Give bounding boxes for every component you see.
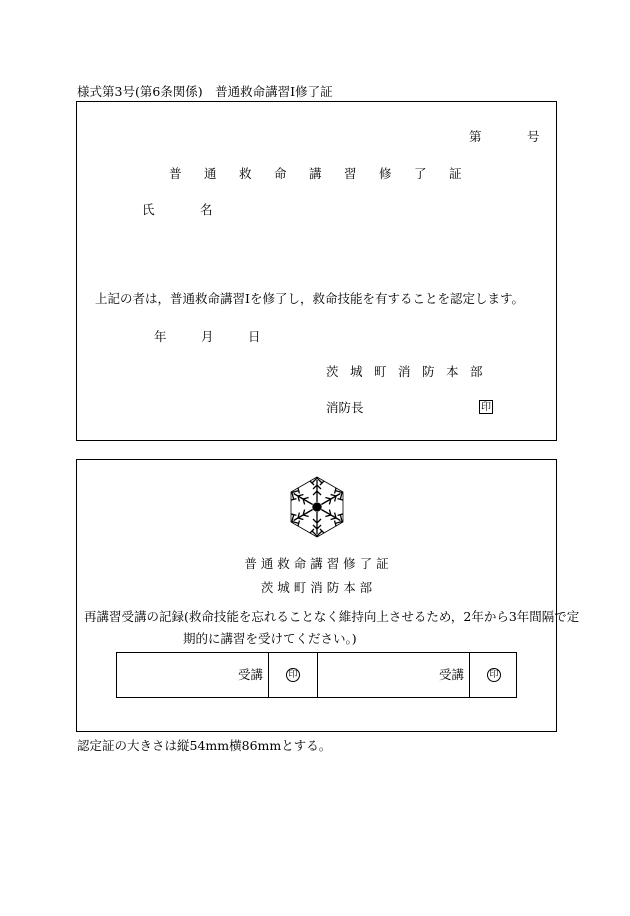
name-char: 氏 — [142, 202, 155, 217]
chief-label: 消防長 — [326, 400, 364, 415]
title-char: 命 — [274, 166, 287, 181]
seal-box-icon: 印 — [481, 402, 491, 413]
title-char: 普 — [169, 166, 182, 181]
issuer-char: 消 — [398, 364, 411, 379]
seal-cell — [268, 653, 317, 697]
issuer-char: 本 — [446, 364, 459, 379]
issuer-char: 部 — [470, 364, 483, 379]
name-char: 名 — [200, 202, 213, 217]
record-cell — [117, 653, 317, 697]
certificate-panel — [76, 101, 557, 441]
certificate-issuer — [326, 366, 486, 380]
certificate-number-dai: 第 — [469, 129, 482, 144]
date-char: 月 — [201, 329, 214, 344]
record-table — [116, 652, 517, 698]
town-emblem-icon — [286, 476, 348, 538]
record-label: 受講 — [238, 667, 264, 682]
title-char: 習 — [344, 166, 357, 181]
record-label: 受講 — [439, 667, 465, 682]
title-char: 講 — [309, 166, 322, 181]
title-char: 通 — [204, 166, 217, 181]
title-char: 証 — [449, 166, 462, 181]
card-issuer: 茨 城 町 消 防 本 部 — [260, 580, 373, 595]
date-char: 年 — [154, 329, 167, 344]
title-char: 救 — [239, 166, 252, 181]
issuer-char: 城 — [350, 364, 363, 379]
record-cell — [317, 653, 517, 697]
seal-cell — [469, 653, 518, 697]
card-title: 普 通 救 命 講 習 修 了 証 — [244, 556, 389, 571]
title-char: 了 — [414, 166, 427, 181]
certificate-title — [169, 168, 469, 182]
record-note-line2: 期的に講習を受けてください。) — [183, 631, 357, 646]
issuer-char: 町 — [374, 364, 387, 379]
date-line — [154, 331, 274, 345]
size-footnote: 認定証の大きさは縦54mm横86mmとする。 — [77, 738, 332, 753]
name-label — [142, 204, 222, 218]
certificate-statement: 上記の者は，普通救命講習Ⅰを修了し，救命技能を有することを認定します。 — [95, 291, 524, 306]
form-heading: 様式第3号(第6条関係) 普通救命講習Ⅰ修了証 — [77, 84, 333, 99]
chief-seal — [479, 400, 493, 414]
certificate-number-go: 号 — [527, 129, 540, 144]
seal-circle-icon: 印 — [286, 668, 300, 682]
record-note-line1: 再講習受講の記録(救命技能を忘れることなく維持向上させるため，2年から3年間隔で定 — [84, 609, 580, 624]
issuer-char: 防 — [422, 364, 435, 379]
date-char: 日 — [248, 329, 261, 344]
card-panel — [76, 459, 580, 732]
issuer-char: 茨 — [326, 364, 339, 379]
seal-circle-icon: 印 — [487, 668, 501, 682]
title-char: 修 — [379, 166, 392, 181]
